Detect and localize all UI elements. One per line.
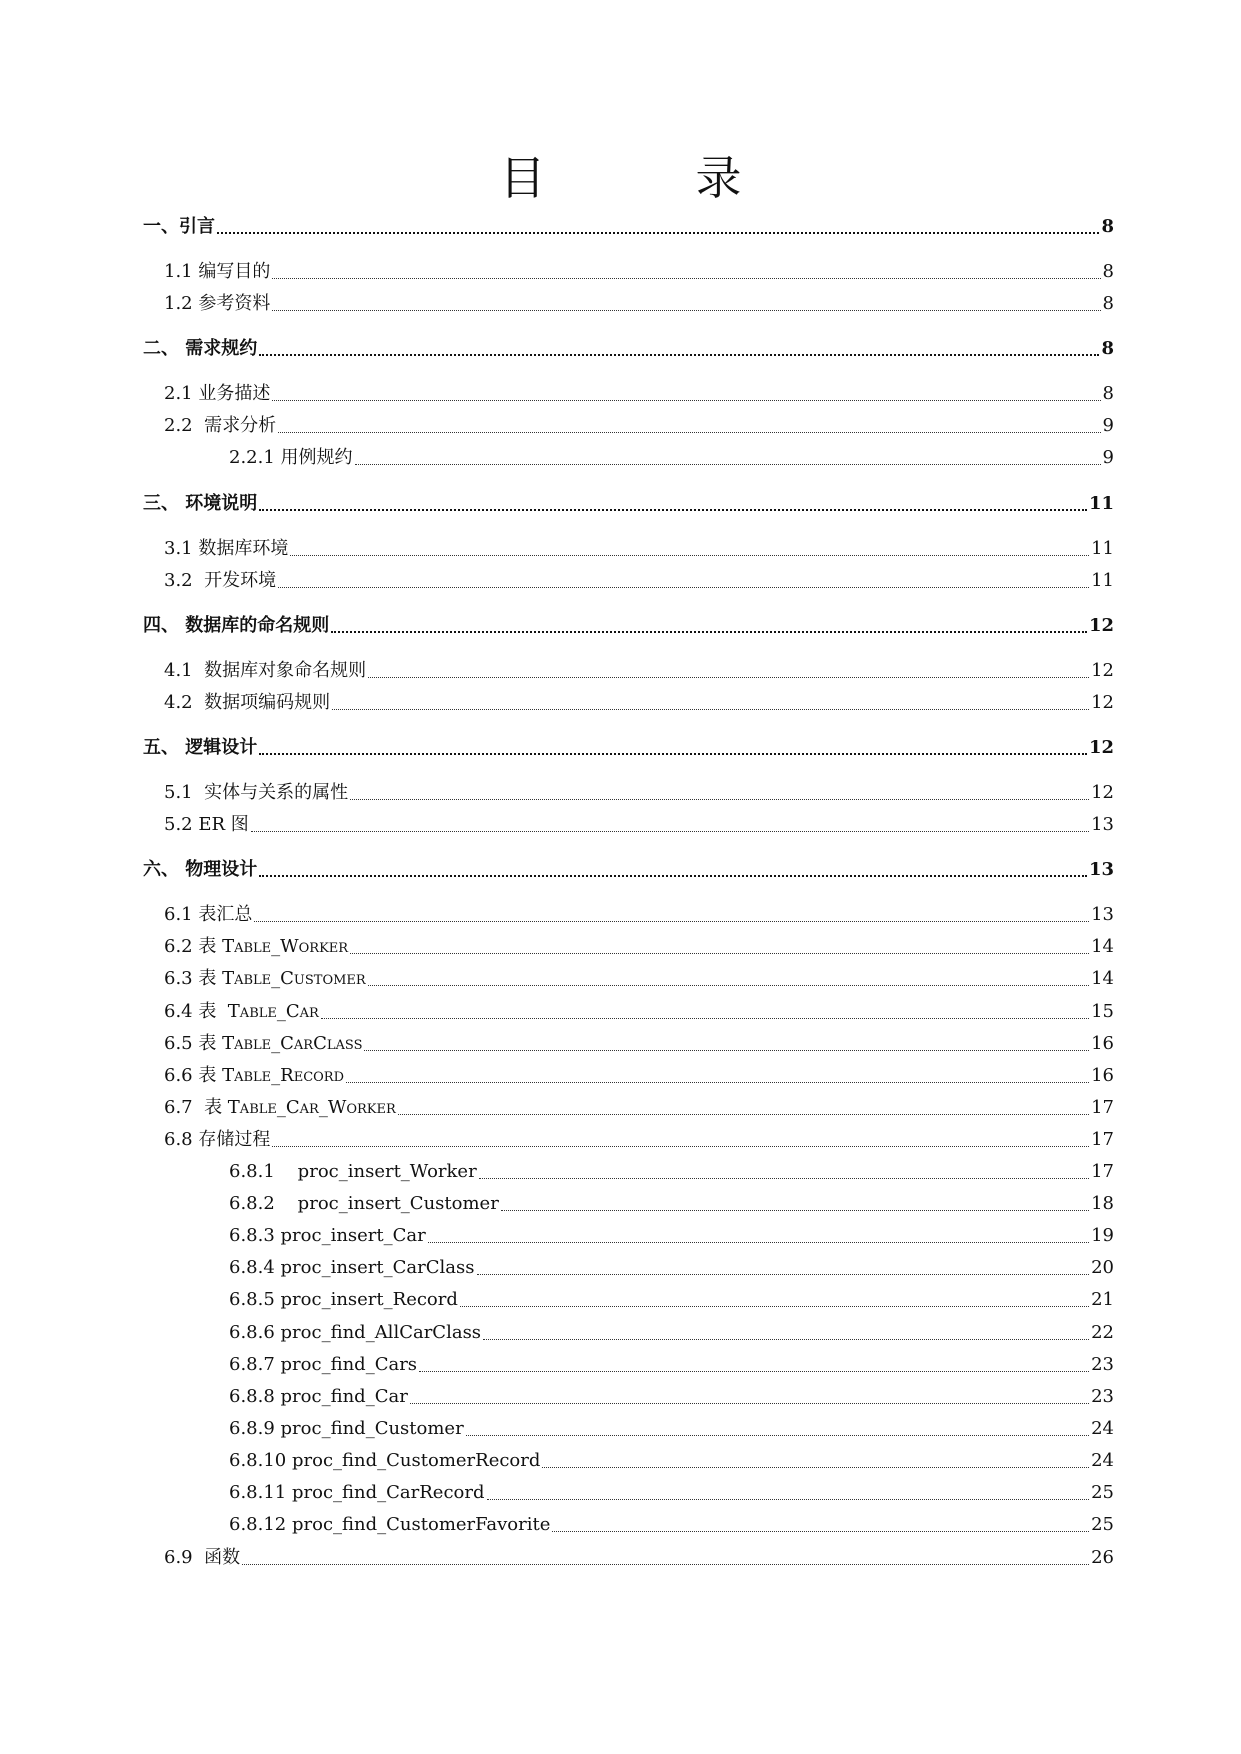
toc-page-number: 18 <box>1091 1193 1114 1214</box>
toc-dot-leader <box>419 1371 1089 1372</box>
toc-entry[interactable] <box>229 1351 1114 1379</box>
toc-entry-label: 三、 环境说明 <box>143 493 258 514</box>
toc-dot-leader <box>251 831 1089 832</box>
toc-dot-leader <box>364 1050 1089 1051</box>
toc-entry[interactable] <box>229 1254 1114 1282</box>
toc-entry[interactable] <box>143 734 1114 762</box>
toc-dot-leader <box>477 1274 1090 1275</box>
toc-entry-label: 四、 数据库的命名规则 <box>143 615 330 636</box>
toc-dot-leader <box>321 1018 1089 1019</box>
toc-entry[interactable] <box>164 380 1114 408</box>
toc-dot-leader <box>542 1467 1089 1468</box>
toc-dot-leader <box>259 753 1087 755</box>
toc-entry-table-name: Table_Car_Worker <box>227 1097 396 1118</box>
toc-page-number: 26 <box>1091 1547 1114 1568</box>
toc-dot-leader <box>479 1178 1089 1179</box>
toc-dot-leader <box>398 1114 1089 1115</box>
toc-page-number: 8 <box>1102 293 1114 314</box>
toc-page-number: 13 <box>1091 904 1114 925</box>
toc-entry-label: 6.4 表 <box>164 1001 228 1022</box>
toc-entry[interactable] <box>143 490 1114 518</box>
toc-page-number: 23 <box>1091 1354 1114 1375</box>
toc-entry[interactable] <box>143 335 1114 363</box>
toc-dot-leader <box>483 1339 1089 1340</box>
toc-entry-label: 4.2 数据项编码规则 <box>164 692 331 713</box>
toc-entry-label: 2.2 需求分析 <box>164 415 277 436</box>
toc-entry[interactable] <box>229 1447 1114 1475</box>
toc-dot-leader <box>259 875 1087 877</box>
toc-entry-label: 6.3 表 <box>164 968 223 989</box>
toc-entry-label: 2.1 业务描述 <box>164 383 271 404</box>
page-title: 目 录 <box>499 151 794 205</box>
toc-entry-label: 5.2 ER 图 <box>164 814 249 835</box>
toc-page-number: 24 <box>1091 1450 1114 1471</box>
toc-dot-leader <box>278 587 1089 588</box>
toc-page-number: 14 <box>1091 936 1114 957</box>
toc-dot-leader <box>350 953 1089 954</box>
toc-dot-leader <box>290 555 1089 556</box>
toc-entry[interactable] <box>164 1126 1114 1154</box>
toc-page-number: 8 <box>1102 261 1114 282</box>
toc-entry-label: 6.8.9 proc_find_Customer <box>229 1418 464 1439</box>
toc-dot-leader <box>259 509 1087 511</box>
toc-dot-leader <box>331 631 1087 633</box>
toc-page-number: 20 <box>1091 1257 1114 1278</box>
toc-entry-label: 1.1 编写目的 <box>164 261 271 282</box>
toc-entry-label: 3.1 数据库环境 <box>164 538 289 559</box>
toc-entry-label: 6.6 表 <box>164 1065 223 1086</box>
toc-entry[interactable] <box>164 811 1114 839</box>
toc-page-number: 21 <box>1091 1289 1114 1310</box>
toc-page-number: 8 <box>1101 216 1114 237</box>
toc-entry[interactable] <box>164 290 1114 318</box>
toc-entry-table-name: Table_CarClass <box>222 1033 363 1054</box>
toc-entry-label: 6.8.2 proc_insert_Customer <box>229 1193 499 1214</box>
toc-entry[interactable] <box>164 998 1114 1026</box>
toc-dot-leader <box>242 1564 1089 1565</box>
toc-page-number: 16 <box>1091 1033 1114 1054</box>
toc-entry[interactable] <box>164 933 1114 961</box>
toc-entry[interactable] <box>229 1286 1114 1314</box>
toc-entry-label: 6.8.6 proc_find_AllCarClass <box>229 1322 482 1343</box>
toc-entry[interactable] <box>143 856 1114 884</box>
toc-dot-leader <box>272 310 1100 311</box>
toc-page-number: 12 <box>1091 692 1114 713</box>
toc-dot-leader <box>552 1531 1089 1532</box>
toc-entry-table-name: Table_Record <box>222 1065 345 1086</box>
toc-page-number: 8 <box>1101 338 1114 359</box>
toc-entry[interactable] <box>164 657 1114 685</box>
toc-entry[interactable] <box>229 1158 1114 1186</box>
toc-entry-label: 6.1 表汇总 <box>164 904 253 925</box>
toc-entry[interactable] <box>164 965 1114 993</box>
toc-dot-leader <box>460 1306 1089 1307</box>
toc-page-number: 16 <box>1091 1065 1114 1086</box>
toc-entry-label: 六、 物理设计 <box>143 859 258 880</box>
toc-entry[interactable] <box>164 901 1114 929</box>
toc-dot-leader <box>272 278 1100 279</box>
toc-entry-label: 4.1 数据库对象命名规则 <box>164 660 367 681</box>
toc-dot-leader <box>368 985 1089 986</box>
toc-entry[interactable] <box>164 1094 1114 1122</box>
toc-entry[interactable] <box>229 1479 1114 1507</box>
toc-page-number: 13 <box>1088 859 1114 880</box>
toc-entry[interactable] <box>164 779 1114 807</box>
toc-entry-label: 6.8.7 proc_find_Cars <box>229 1354 418 1375</box>
toc-dot-leader <box>254 921 1089 922</box>
toc-entry[interactable] <box>164 567 1114 595</box>
toc-entry[interactable] <box>229 1222 1114 1250</box>
toc-entry[interactable] <box>229 1511 1114 1539</box>
toc-entry[interactable] <box>229 1190 1114 1218</box>
toc-entry[interactable] <box>229 1383 1114 1411</box>
toc-page-number: 23 <box>1091 1386 1114 1407</box>
toc-dot-leader <box>278 432 1100 433</box>
toc-dot-leader <box>501 1210 1089 1211</box>
toc-entry-label: 6.5 表 <box>164 1033 223 1054</box>
toc-entry[interactable] <box>164 689 1114 717</box>
toc-entry[interactable] <box>164 258 1114 286</box>
toc-page-number: 17 <box>1091 1129 1114 1150</box>
toc-dot-leader <box>272 400 1100 401</box>
toc-page-number: 11 <box>1091 538 1114 559</box>
toc-dot-leader <box>410 1403 1089 1404</box>
toc-entry-label: 5.1 实体与关系的属性 <box>164 782 349 803</box>
toc-dot-leader <box>332 709 1089 710</box>
toc-entry[interactable] <box>143 213 1114 241</box>
toc-page-number: 12 <box>1088 737 1114 758</box>
toc-page-number: 17 <box>1091 1161 1114 1182</box>
toc-page-number: 25 <box>1091 1514 1114 1535</box>
toc-entry-label: 6.8 存储过程 <box>164 1129 271 1150</box>
toc-dot-leader <box>350 799 1089 800</box>
toc-dot-leader <box>272 1146 1089 1147</box>
toc-page-number: 13 <box>1091 814 1114 835</box>
toc-entry-label: 五、 逻辑设计 <box>143 737 258 758</box>
toc-page-number: 12 <box>1088 615 1114 636</box>
toc-dot-leader <box>259 354 1099 356</box>
toc-entry-label: 6.8.11 proc_find_CarRecord <box>229 1482 485 1503</box>
toc-page-number: 15 <box>1091 1001 1114 1022</box>
toc-dot-leader <box>428 1242 1089 1243</box>
toc-page-number: 12 <box>1091 660 1114 681</box>
toc-entry-label: 6.7 表 <box>164 1097 228 1118</box>
toc-entry-label: 6.9 函数 <box>164 1547 241 1568</box>
toc-entry-table-name: Table_Customer <box>222 968 366 989</box>
toc-entry[interactable] <box>164 1544 1114 1572</box>
toc-page-number: 11 <box>1091 570 1114 591</box>
toc-page-number: 12 <box>1091 782 1114 803</box>
toc-entry-label: 3.2 开发环境 <box>164 570 277 591</box>
toc-page-number: 11 <box>1088 493 1114 514</box>
toc-page-number: 24 <box>1091 1418 1114 1439</box>
toc-entry[interactable] <box>164 535 1114 563</box>
toc-page-number: 22 <box>1091 1322 1114 1343</box>
toc-page-number: 17 <box>1091 1097 1114 1118</box>
toc-dot-leader <box>487 1499 1090 1500</box>
toc-page-number: 14 <box>1091 968 1114 989</box>
toc-page-number: 9 <box>1102 447 1114 468</box>
toc-entry[interactable] <box>164 1030 1114 1058</box>
toc-entry-table-name: Table_Car <box>227 1001 319 1022</box>
toc-entry-label: 二、 需求规约 <box>143 338 258 359</box>
toc-entry-label: 6.8.1 proc_insert_Worker <box>229 1161 477 1182</box>
toc-dot-leader <box>368 677 1089 678</box>
toc-entry-label: 6.8.8 proc_find_Car <box>229 1386 408 1407</box>
toc-entry-label: 6.8.4 proc_insert_CarClass <box>229 1257 475 1278</box>
toc-entry[interactable] <box>229 1319 1114 1347</box>
toc-page-number: 9 <box>1102 415 1114 436</box>
toc-entry-label: 6.2 表 <box>164 936 223 957</box>
toc-dot-leader <box>355 464 1101 465</box>
toc-entry[interactable] <box>143 612 1114 640</box>
toc-page-number: 8 <box>1102 383 1114 404</box>
toc-entry-label: 一、引言 <box>143 216 215 237</box>
toc-entry[interactable] <box>229 444 1114 472</box>
toc-page-number: 25 <box>1091 1482 1114 1503</box>
toc-entry-label: 1.2 参考资料 <box>164 293 271 314</box>
toc-entry-label: 6.8.10 proc_find_CustomerRecord <box>229 1450 541 1471</box>
toc-entry-table-name: Table_Worker <box>222 936 349 957</box>
toc-page-number: 19 <box>1091 1225 1114 1246</box>
toc-entry[interactable] <box>164 412 1114 440</box>
toc-dot-leader <box>466 1435 1089 1436</box>
toc-entry-label: 6.8.3 proc_insert_Car <box>229 1225 426 1246</box>
toc-entry-label: 6.8.5 proc_insert_Record <box>229 1289 458 1310</box>
toc-entry[interactable] <box>164 1062 1114 1090</box>
toc-entry-label: 6.8.12 proc_find_CustomerFavorite <box>229 1514 551 1535</box>
toc-dot-leader <box>346 1082 1089 1083</box>
toc-entry-label: 2.2.1 用例规约 <box>229 447 353 468</box>
toc-dot-leader <box>217 232 1099 234</box>
toc-entry[interactable] <box>229 1415 1114 1443</box>
